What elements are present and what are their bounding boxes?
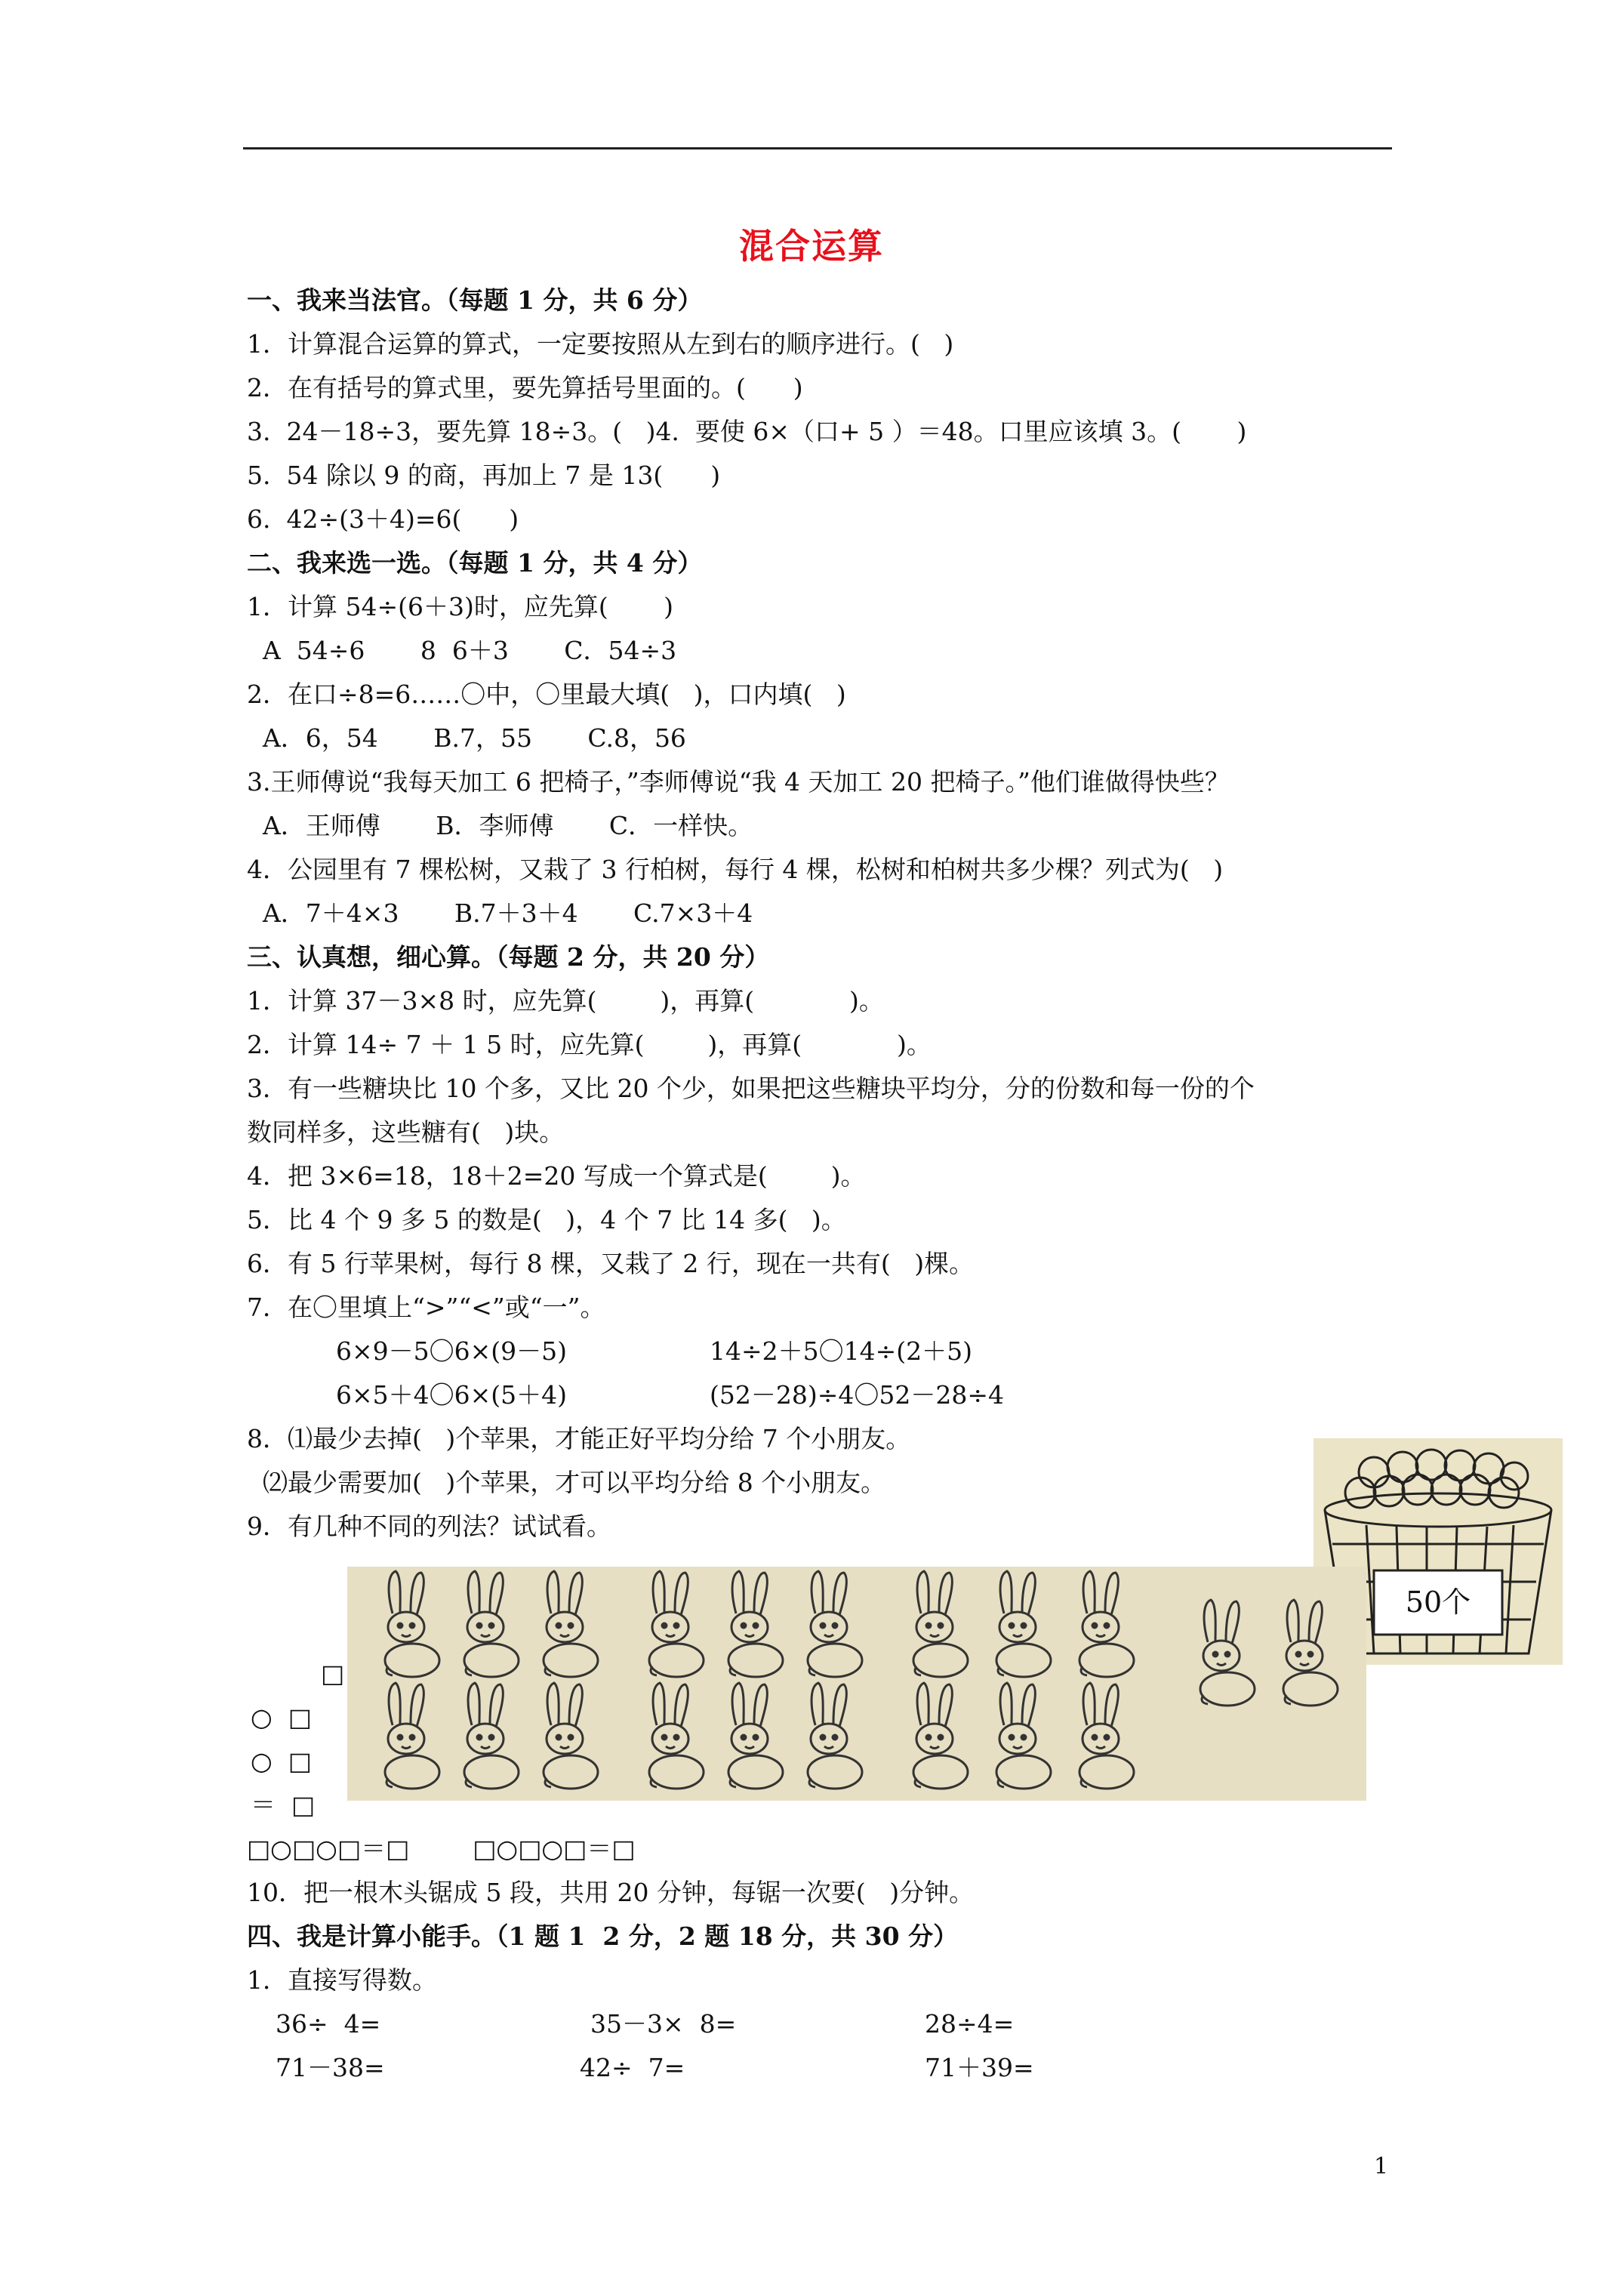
s3-q7-expr-4: (52－28)÷4〇52－28÷4 xyxy=(710,1380,1005,1410)
basket-label: 50个 xyxy=(1405,1586,1471,1619)
s3-question-3-line-1: 3．有一些糖块比 10 个多，又比 20 个少，如果把这些糖块平均分，分的份数和每一份的个 xyxy=(247,1074,1255,1103)
s1-question-2: 2．在有括号的算式里，要先算括号里面的。( ) xyxy=(247,373,803,402)
q9-row-2: ○ □ xyxy=(251,1746,312,1776)
section-4-heading: 四、我是计算小能手。（1 题 1 2 分，2 题 18 分，共 30 分） xyxy=(247,1922,959,1951)
s3-question-10: 10．把一根木头锯成 5 段，共用 20 分钟，每锯一次要( )分钟。 xyxy=(247,1878,975,1907)
s4-expr-1: 36÷ 4= xyxy=(276,2009,381,2039)
s4-question-1: 1．直接写得数。 xyxy=(247,1965,437,1995)
s1-question-1: 1．计算混合运算的算式，一定要按照从左到右的顺序进行。( ) xyxy=(247,329,954,359)
section-1-heading: 一、我来当法官。（每题 1 分，共 6 分） xyxy=(247,285,703,315)
s4-expr-3: 28÷4= xyxy=(925,2009,1015,2039)
s3-question-5: 5．比 4 个 9 多 5 的数是( )，4 个 7 比 14 多( )。 xyxy=(247,1205,846,1234)
s4-expr-5: 42÷ 7= xyxy=(580,2053,685,2082)
s3-question-7: 7．在〇里填上“>”“<”或“一”。 xyxy=(247,1293,605,1322)
rabbits-icon xyxy=(347,1567,1366,1801)
s3-question-2: 2．计算 14÷ 7 ＋ 1 5 时，应先算( )，再算( )。 xyxy=(247,1030,932,1059)
s4-expr-4: 71－38= xyxy=(276,2053,385,2082)
s3-question-6: 6．有 5 行苹果树，每行 8 棵，又栽了 2 行，现在一共有( )棵。 xyxy=(247,1249,975,1278)
s3-question-1: 1．计算 37－3×8 时，应先算( )，再算( )。 xyxy=(247,986,884,1015)
s2-question-1: 1．计算 54÷(6＋3)时，应先算( ) xyxy=(247,592,674,621)
s3-q7-expr-1: 6×9－5〇6×(9－5) xyxy=(336,1336,568,1366)
s3-question-4: 4．把 3×6=18，18＋2=20 写成一个算式是( )。 xyxy=(247,1161,866,1191)
s3-question-3-line-2: 数同样多，这些糖有( )块。 xyxy=(247,1117,565,1147)
s2-question-4: 4．公园里有 7 棵松树，又栽了 3 行柏树，每行 4 棵，松树和柏树共多少棵？列式为( ) xyxy=(247,855,1224,884)
s1-question-5: 5. 54 除以 9 的商，再加上 7 是 13( ) xyxy=(247,461,721,490)
s2-question-3: 3.王师傅说“我每天加工 6 把椅子，”李师傅说“我 4 天加工 20 把椅子。”他们谁做得快些？ xyxy=(247,767,1230,797)
rabbits-image xyxy=(347,1567,1366,1801)
header-rule xyxy=(243,147,1392,149)
q9-equations: □○□○□＝□ □○□○□＝□ xyxy=(247,1834,636,1863)
q9-row-1: ○ □ xyxy=(251,1703,312,1732)
s3-q7-expr-3: 6×5＋4〇6×(5＋4) xyxy=(336,1380,568,1410)
s2-question-4-options: A．7＋4×3 B.7＋3＋4 C.7×3＋4 xyxy=(247,898,753,928)
q9-row-3: ＝ □ xyxy=(251,1790,316,1820)
s4-expr-6: 71＋39= xyxy=(925,2053,1034,2082)
s1-question-3-4: 3. 24－18÷3，要先算 18÷3。( )4. 要使 6×（口+ 5 ）＝48。口里应该填 3。( ) xyxy=(247,417,1247,446)
s2-question-2-options: A．6，54 B.7，55 C.8，56 xyxy=(247,723,686,753)
page-title: 混合运算 xyxy=(739,226,884,267)
s3-question-9: 9．有几种不同的列法？试试看。 xyxy=(247,1512,611,1541)
s3-q7-expr-2: 14÷2＋5〇14÷(2＋5) xyxy=(710,1336,973,1366)
s3-question-8-part-1: 8．⑴最少去掉( )个苹果，才能正好平均分给 7 个小朋友。 xyxy=(247,1424,911,1453)
section-3-heading: 三、认真想，细心算。（每题 2 分，共 20 分） xyxy=(247,942,770,972)
page-number: 1 xyxy=(1374,2153,1389,2180)
s3-question-8-part-2: ⑵最少需要加( )个苹果，才可以平均分给 8 个小朋友。 xyxy=(247,1468,886,1497)
s1-question-6: 6. 42÷(3＋4)=6( ) xyxy=(247,504,519,534)
s2-question-2: 2．在口÷8=6……〇中，〇里最大填( )，口内填( ) xyxy=(247,680,846,709)
q9-box-top: □ xyxy=(321,1659,345,1688)
s2-question-3-options: A．王师傅 B．李师傅 C．一样快。 xyxy=(247,811,753,840)
s2-question-1-options: A 54÷6 8 6＋3 C．54÷3 xyxy=(247,636,677,665)
s4-expr-2: 35－3× 8= xyxy=(590,2009,737,2039)
section-2-heading: 二、我来选一选。（每题 1 分，共 4 分） xyxy=(247,548,703,578)
